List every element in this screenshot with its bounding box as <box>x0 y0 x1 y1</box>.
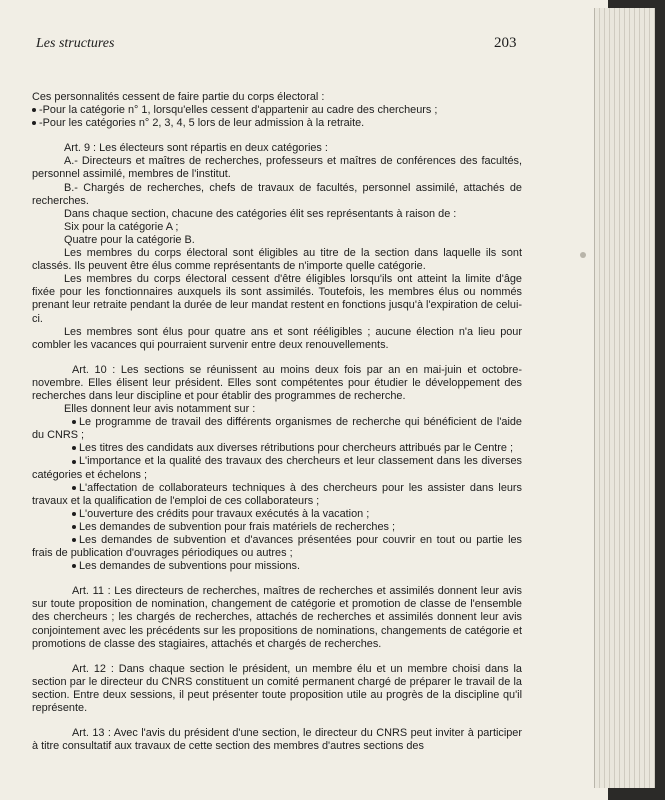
bullet-icon <box>72 446 76 450</box>
bullet-icon <box>72 420 76 424</box>
paper-mark <box>580 252 586 258</box>
bullet-icon <box>72 564 76 568</box>
paragraph: Dans chaque section, chacune des catégories élit ses représentants à raison de : <box>64 207 457 220</box>
bullet-icon <box>72 460 76 464</box>
bullet-icon <box>32 108 36 112</box>
paragraph: Ces personnalités cessent de faire partie du corps électoral : <box>32 91 325 103</box>
article-9-heading: Art. 9 : Les électeurs sont répartis en deux catégories : <box>64 142 328 155</box>
list-item: -Pour les catégories n° 2, 3, 4, 5 lors de leur admission à la retraite. <box>32 117 522 130</box>
page-body <box>32 91 522 753</box>
page-stack-edge <box>594 8 655 788</box>
article-10-paragraph: Art. 10 : Les sections se réunissent au moins deux fois par an en mai-juin et octobre-novembre. Elles élisent leur président. Elles sont compétentes pour étudier le développement des recherches dans leur discipline et pour établir des programmes de recherche. <box>32 363 522 402</box>
page-number: 203 <box>494 35 517 51</box>
paragraph: Elles donnent leur avis notamment sur : <box>64 403 256 416</box>
bullet-icon <box>72 486 76 490</box>
paragraph: B.- Chargés de recherches, chefs de travaux de facultés, personnel assimilé, attachés de recherches. <box>32 181 522 207</box>
list-item: L'ouverture des crédits pour travaux exécutés à la vacation ; <box>32 508 522 521</box>
list-item: L'importance et la qualité des travaux des chercheurs et leur classement dans les diverses catégories et échelons ; <box>32 455 522 481</box>
bullet-icon <box>72 538 76 542</box>
article-13-paragraph: Art. 13 : Avec l'avis du président d'une section, le directeur du CNRS peut inviter à participer à titre consultatif aux travaux de cette section des membres d'autres sections des <box>32 727 522 753</box>
bullet-icon <box>72 525 76 529</box>
bullet-icon <box>32 121 36 125</box>
list-item: Les demandes de subvention et d'avances présentées pour couvrir en tout ou partie les frais de publication d'ouvrages périodiques ou autres ; <box>32 534 522 560</box>
paragraph: Les membres sont élus pour quatre ans et sont rééligibles ; aucune élection n'a lieu pour combler les vacances qui pourraient survenir entre deux renouvellements. <box>32 325 522 351</box>
running-head: Les structures <box>36 36 115 51</box>
list-item: Les demandes de subvention pour frais matériels de recherches ; <box>32 521 522 534</box>
article-12-paragraph: Art. 12 : Dans chaque section le président, un membre élu et un membre choisi dans la section par le directeur du CNRS constituent un comité permanent chargé de préparer le travail de la section. Entre deux sessions, il peut présenter toute proposition utile au progrès de la discipline qu'il représente. <box>32 662 522 715</box>
list-item: Les demandes de subventions pour missions. <box>32 560 522 573</box>
bullet-icon <box>72 512 76 516</box>
paragraph: Les membres du corps électoral cessent d'être éligibles lorsqu'ils ont atteint la limite d'âge fixée pour les fonctionnaires auxquels ils sont assimilés. Toutefois, les membres élus ou nommés prenant leur retraite pendant la durée de leur mandat restent en fonctions jusqu'à l'expiration de celui-ci. <box>32 273 522 325</box>
paragraph: Quatre pour la catégorie B. <box>64 233 195 246</box>
list-item: Le programme de travail des différents organismes de recherche qui bénéficient de l'aide du CNRS ; <box>32 416 522 442</box>
list-item: -Pour la catégorie n° 1, lorsqu'elles cessent d'appartenir au cadre des chercheurs ; <box>32 104 522 117</box>
list-item: Les titres des candidats aux diverses rétributions pour chercheurs attribués par le Centre ; <box>32 442 522 455</box>
paragraph: A.- Directeurs et maîtres de recherches, professeurs et maîtres de conférences des facultés, personnel assimilé, membres de l'institut. <box>32 155 522 181</box>
paragraph: Six pour la catégorie A ; <box>64 220 179 233</box>
paragraph: Les membres du corps électoral sont éligibles au titre de la section dans laquelle ils sont classés. Ils peuvent être élus comme représentants de n'importe quelle catégorie. <box>32 247 522 273</box>
article-11-paragraph: Art. 11 : Les directeurs de recherches, maîtres de recherches et assimilés donnent leur avis sur toute proposition de nomination, changement de catégorie et promotion de classe de l'ensemble des chercheurs ; les chargés de recherches, attachés de recherches et assimilés donnent leur avis conjointement avec les précédents sur les propositions de nominations, changements de catégorie et promotions de classe des stagiaires, attachés et chargés de recherches. <box>32 585 522 650</box>
list-item: L'affectation de collaborateurs techniques à des chercheurs pour les assister dans leurs travaux et la qualification de l'emploi de ces collaborateurs ; <box>32 481 522 507</box>
